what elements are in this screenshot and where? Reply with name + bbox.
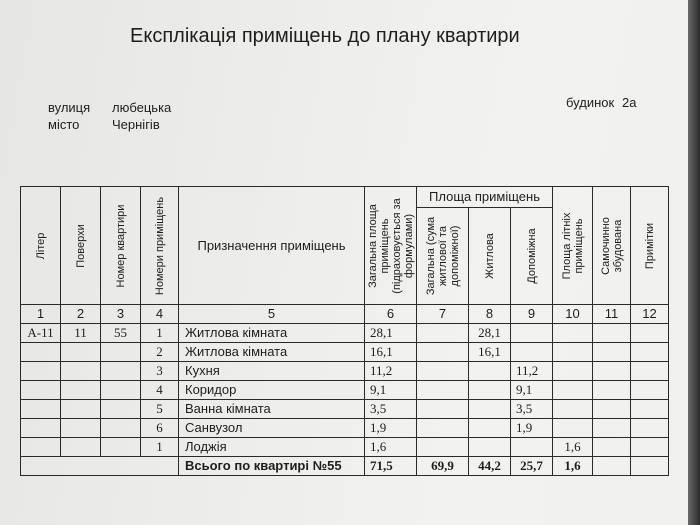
street-label: вулиця	[48, 100, 91, 115]
table-row	[21, 343, 669, 362]
table-row	[21, 438, 669, 457]
table-cell	[101, 362, 141, 381]
total-row	[21, 457, 669, 476]
city-label: місто	[48, 117, 80, 132]
table-cell	[61, 362, 101, 381]
table-cell	[469, 438, 511, 457]
table-cell	[21, 343, 61, 362]
city-value: Чернігів	[112, 117, 160, 132]
table-cell	[593, 400, 631, 419]
column-number-row	[21, 305, 669, 324]
table-cell	[553, 381, 593, 400]
table-cell	[101, 419, 141, 438]
table-cell	[101, 400, 141, 419]
total-cell-auxiliary: 25,7	[511, 457, 553, 476]
table-cell: 3,5	[511, 400, 553, 419]
table-cell	[21, 438, 61, 457]
street-value: любецька	[112, 100, 172, 115]
table-cell	[21, 419, 61, 438]
table-cell	[21, 381, 61, 400]
total-cell-self-built	[593, 457, 631, 476]
table-cell	[101, 381, 141, 400]
table-cell	[61, 438, 101, 457]
table-cell: 11	[61, 324, 101, 343]
table-cell	[469, 419, 511, 438]
header-notes: Примітки	[631, 187, 669, 305]
table-cell: 1	[141, 324, 179, 343]
column-number: 9	[511, 305, 553, 324]
header-total-sum: Загальна (сума житлової та допоміжної)	[417, 208, 469, 305]
house-label: будинок	[566, 95, 615, 110]
page-edge-shadow	[688, 0, 700, 525]
column-number: 10	[553, 305, 593, 324]
table-cell: 55	[101, 324, 141, 343]
table-cell	[631, 400, 669, 419]
total-cell-summer: 1,6	[553, 457, 593, 476]
table-cell	[553, 324, 593, 343]
table-cell	[101, 438, 141, 457]
table-cell	[101, 343, 141, 362]
table-cell	[593, 343, 631, 362]
table-cell	[631, 362, 669, 381]
header-room-purpose: Призначення приміщень	[179, 187, 365, 305]
column-number: 1	[21, 305, 61, 324]
table-row	[21, 419, 669, 438]
table-cell: 5	[141, 400, 179, 419]
table-cell	[593, 362, 631, 381]
table-cell: 6	[141, 419, 179, 438]
table-cell	[631, 381, 669, 400]
table-cell	[61, 381, 101, 400]
table-row	[21, 400, 669, 419]
table-cell: 9,1	[511, 381, 553, 400]
table-cell: Лоджія	[179, 438, 365, 457]
table-cell: 4	[141, 381, 179, 400]
table-cell: 9,1	[365, 381, 417, 400]
table-cell	[511, 438, 553, 457]
table-cell	[61, 400, 101, 419]
table-cell	[631, 324, 669, 343]
table-cell	[417, 419, 469, 438]
total-cell-sum: 69,9	[417, 457, 469, 476]
table-cell	[593, 324, 631, 343]
table-cell: 16,1	[365, 343, 417, 362]
header-row	[21, 187, 669, 208]
column-number: 6	[365, 305, 417, 324]
total-empty-cell	[21, 457, 179, 476]
table-cell	[631, 343, 669, 362]
table-cell	[417, 324, 469, 343]
column-number: 8	[469, 305, 511, 324]
table-cell	[417, 438, 469, 457]
table-cell: 28,1	[469, 324, 511, 343]
table-cell	[593, 381, 631, 400]
header-apartment-number: Номер квартири	[101, 187, 141, 305]
table-cell: Житлова кімната	[179, 324, 365, 343]
table-row	[21, 362, 669, 381]
header-living: Житлова	[469, 208, 511, 305]
table-cell: 1,6	[365, 438, 417, 457]
table-cell: 11,2	[511, 362, 553, 381]
table-cell: 3,5	[365, 400, 417, 419]
table-cell	[469, 381, 511, 400]
table-cell: 16,1	[469, 343, 511, 362]
table-cell	[511, 324, 553, 343]
column-number: 12	[631, 305, 669, 324]
explication-table	[20, 186, 669, 476]
table-cell	[469, 362, 511, 381]
table-cell	[469, 400, 511, 419]
table-cell	[21, 400, 61, 419]
column-number: 4	[141, 305, 179, 324]
table-cell	[553, 400, 593, 419]
header-floors: Поверхи	[61, 187, 101, 305]
table-cell: Санвузол	[179, 419, 365, 438]
table-cell	[593, 419, 631, 438]
column-number: 11	[593, 305, 631, 324]
total-label: Всього по квартирі №55	[179, 457, 365, 476]
column-number: 2	[61, 305, 101, 324]
table-cell	[553, 362, 593, 381]
total-cell-area: 71,5	[365, 457, 417, 476]
table-cell: 11,2	[365, 362, 417, 381]
table-cell	[61, 419, 101, 438]
header-auxiliary: Допоміжна	[511, 208, 553, 305]
table-cell	[417, 362, 469, 381]
table-cell	[593, 438, 631, 457]
header-area-group: Площа приміщень	[417, 187, 553, 208]
table-cell	[61, 343, 101, 362]
document-title: Експлікація приміщень до плану квартири	[130, 25, 520, 47]
house-value: 2а	[622, 95, 637, 110]
column-number: 7	[417, 305, 469, 324]
table-cell: 1,9	[365, 419, 417, 438]
table-cell	[553, 419, 593, 438]
table-cell	[631, 438, 669, 457]
table-cell	[417, 343, 469, 362]
table-cell	[553, 343, 593, 362]
table-cell: Житлова кімната	[179, 343, 365, 362]
table-row	[21, 324, 669, 343]
table-cell	[631, 419, 669, 438]
table-cell	[417, 381, 469, 400]
header-total-area: Загальна площа приміщень (підраховується за формулами)	[365, 187, 417, 305]
table-cell: 2	[141, 343, 179, 362]
total-cell-living: 44,2	[469, 457, 511, 476]
table-cell: 3	[141, 362, 179, 381]
table-cell: Кухня	[179, 362, 365, 381]
header-self-built: Самочинно збудована	[593, 187, 631, 305]
table-row	[21, 381, 669, 400]
table-cell: Ванна кімната	[179, 400, 365, 419]
table-cell: Коридор	[179, 381, 365, 400]
column-number: 5	[179, 305, 365, 324]
table-cell: 1	[141, 438, 179, 457]
total-cell-notes	[631, 457, 669, 476]
table-cell: А-11	[21, 324, 61, 343]
table-cell	[417, 400, 469, 419]
table-cell	[511, 343, 553, 362]
table-cell: 28,1	[365, 324, 417, 343]
table-cell: 1,9	[511, 419, 553, 438]
header-liter: Літер	[21, 187, 61, 305]
header-summer-area: Площа літніх приміщень	[553, 187, 593, 305]
header-room-numbers: Номери приміщень	[141, 187, 179, 305]
table-cell: 1,6	[553, 438, 593, 457]
table-cell	[21, 362, 61, 381]
column-number: 3	[101, 305, 141, 324]
